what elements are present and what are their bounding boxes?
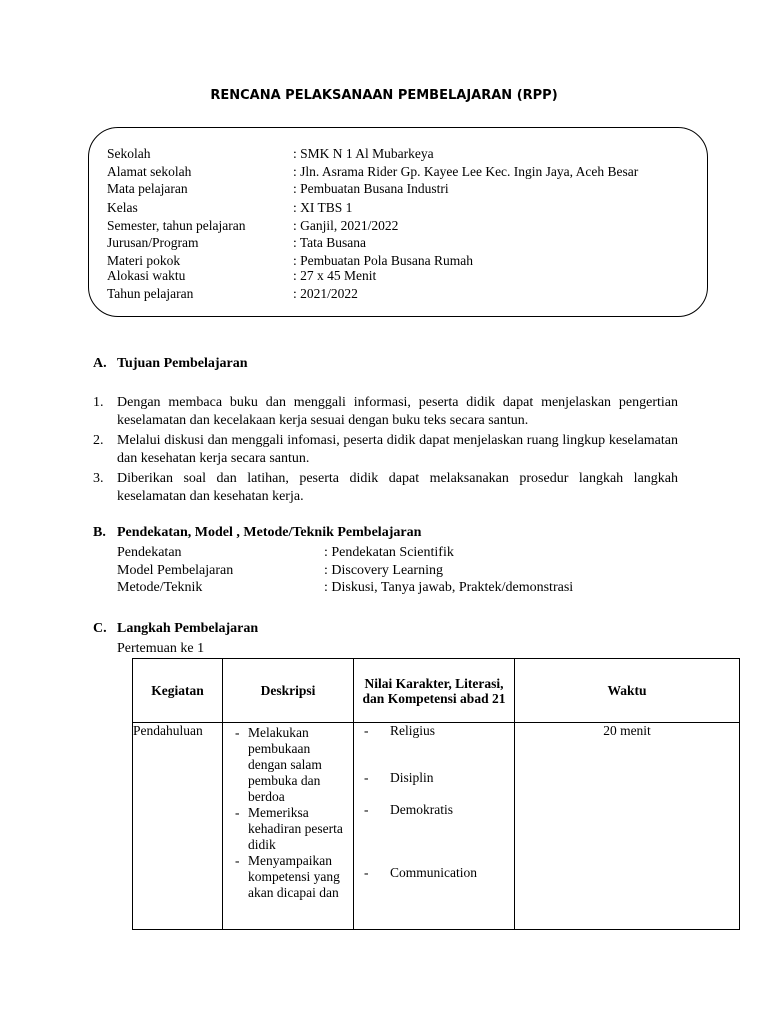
cell-deskripsi (223, 723, 354, 930)
table-row (133, 723, 740, 930)
method-value: : Diskusi, Tanya jawab, Praktek/demonstrasi (324, 580, 574, 595)
section-a-heading (93, 356, 248, 372)
description-text: Menyampaikan kompetensi yang akan dicapai dan (248, 853, 340, 900)
header-kegiatan: Kegiatan (133, 659, 223, 723)
info-value: : Pembuatan Pola Busana Rumah (293, 253, 473, 268)
info-row-alamat (107, 163, 638, 180)
section-title: Tujuan Pembelajaran (117, 356, 248, 371)
info-label: Semester, tahun pelajaran (107, 218, 246, 233)
info-label: Mata pelajaran (107, 181, 188, 196)
info-row-tahun (107, 285, 358, 302)
section-c-heading (93, 621, 258, 637)
approach-value: : Pendekatan Scientifik (324, 545, 454, 560)
objective-text: Dengan membaca buku dan menggali informasi, peserta didik dapat menjelaskan pengertian keselamatan dan kecelakaan kerja sesuai dengan buku teks secara santun. (117, 395, 678, 428)
info-value: : Jln. Asrama Rider Gp. Kayee Lee Kec. Ingin Jaya, Aceh Besar (293, 164, 639, 179)
info-value: : Ganjil, 2021/2022 (293, 218, 399, 233)
info-row-jurusan (107, 234, 366, 251)
info-value: : XI TBS 1 (293, 200, 353, 215)
description-text: Memeriksa kehadiran peserta didik (248, 805, 343, 852)
list-item: - Memeriksa kehadiran peserta didik (235, 805, 343, 852)
cell-nilai (354, 723, 515, 930)
info-row-alokasi (107, 267, 376, 284)
section-letter: A. (93, 356, 107, 371)
header-nilai: Nilai Karakter, Literasi, dan Kompetensi abad 21 (354, 659, 515, 723)
value-text: Communication (390, 865, 477, 880)
approach-label: Pendekatan (117, 545, 182, 560)
info-label: Alokasi waktu (107, 268, 186, 283)
section-b-heading (93, 525, 421, 541)
meeting-label: Pertemuan ke 1 (117, 641, 205, 656)
objective-text: Melalui diskusi dan menggali infomasi, peserta didik dapat menjelaskan ruang lingkup keselamatan dan kesehatan kerja secara santun. (117, 433, 678, 466)
value-text: Demokratis (390, 802, 453, 817)
info-row-semester (107, 217, 398, 234)
model-row (117, 562, 443, 579)
list-item: - Disiplin (364, 770, 434, 785)
model-value: : Discovery Learning (324, 563, 443, 578)
table-header-row (133, 659, 740, 723)
info-row-mapel (107, 180, 449, 197)
objective-number: 1. (93, 395, 104, 410)
method-label: Metode/Teknik (117, 580, 203, 595)
objective-number: 2. (93, 433, 104, 448)
info-row-kelas (107, 199, 352, 216)
cell-kegiatan: Pendahuluan (133, 723, 223, 930)
objective-item (93, 470, 678, 506)
list-item: - Religius (364, 723, 436, 738)
objective-number: 3. (93, 471, 104, 486)
info-value: : 2021/2022 (293, 286, 358, 301)
info-row-sekolah (107, 145, 434, 162)
info-value: : SMK N 1 Al Mubarkeya (293, 146, 434, 161)
description-list (223, 723, 353, 901)
description-text: Melakukan pembukaan dengan salam pembuka dan berdoa (248, 725, 322, 804)
info-label: Materi pokok (107, 253, 181, 268)
cell-waktu: 20 menit (515, 723, 740, 930)
method-row (117, 579, 573, 596)
info-label: Sekolah (107, 146, 151, 161)
objective-item (93, 432, 678, 468)
objectives-list (93, 394, 678, 508)
list-item: - Demokratis (364, 802, 453, 817)
header-deskripsi: Deskripsi (223, 659, 354, 723)
list-item: - Melakukan pembukaan dengan salam pembuka dan berdoa (235, 725, 322, 804)
info-label: Tahun pelajaran (107, 286, 194, 301)
model-label: Model Pembelajaran (117, 563, 234, 578)
info-value: : Tata Busana (293, 235, 367, 250)
value-text: Disiplin (390, 770, 434, 785)
section-title: Langkah Pembelajaran (117, 621, 259, 636)
objective-item (93, 394, 678, 430)
info-label: Jurusan/Program (107, 235, 199, 250)
objective-text: Diberikan soal dan latihan, peserta didik dapat melaksanakan prosedur langkah langkah keselamatan dan kesehatan kerja. (117, 471, 678, 504)
section-letter: B. (93, 525, 106, 540)
info-value: : 27 x 45 Menit (293, 268, 377, 283)
list-item: - Menyampaikan kompetensi yang akan dicapai dan (235, 853, 340, 900)
section-letter: C. (93, 621, 107, 636)
approach-row (117, 544, 454, 561)
info-label: Alamat sekolah (107, 164, 192, 179)
value-text: Religius (390, 723, 436, 738)
section-title: Pendekatan, Model , Metode/Teknik Pembelajaran (117, 525, 422, 540)
info-value: : Pembuatan Busana Industri (293, 181, 449, 196)
character-values (354, 723, 514, 929)
school-info-box (88, 127, 708, 317)
info-label: Kelas (107, 200, 138, 215)
learning-steps-table (132, 658, 740, 930)
page-title: RENCANA PELAKSANAAN PEMBELAJARAN (RPP) (210, 88, 558, 103)
list-item: - Communication (364, 865, 477, 880)
header-waktu: Waktu (515, 659, 740, 723)
